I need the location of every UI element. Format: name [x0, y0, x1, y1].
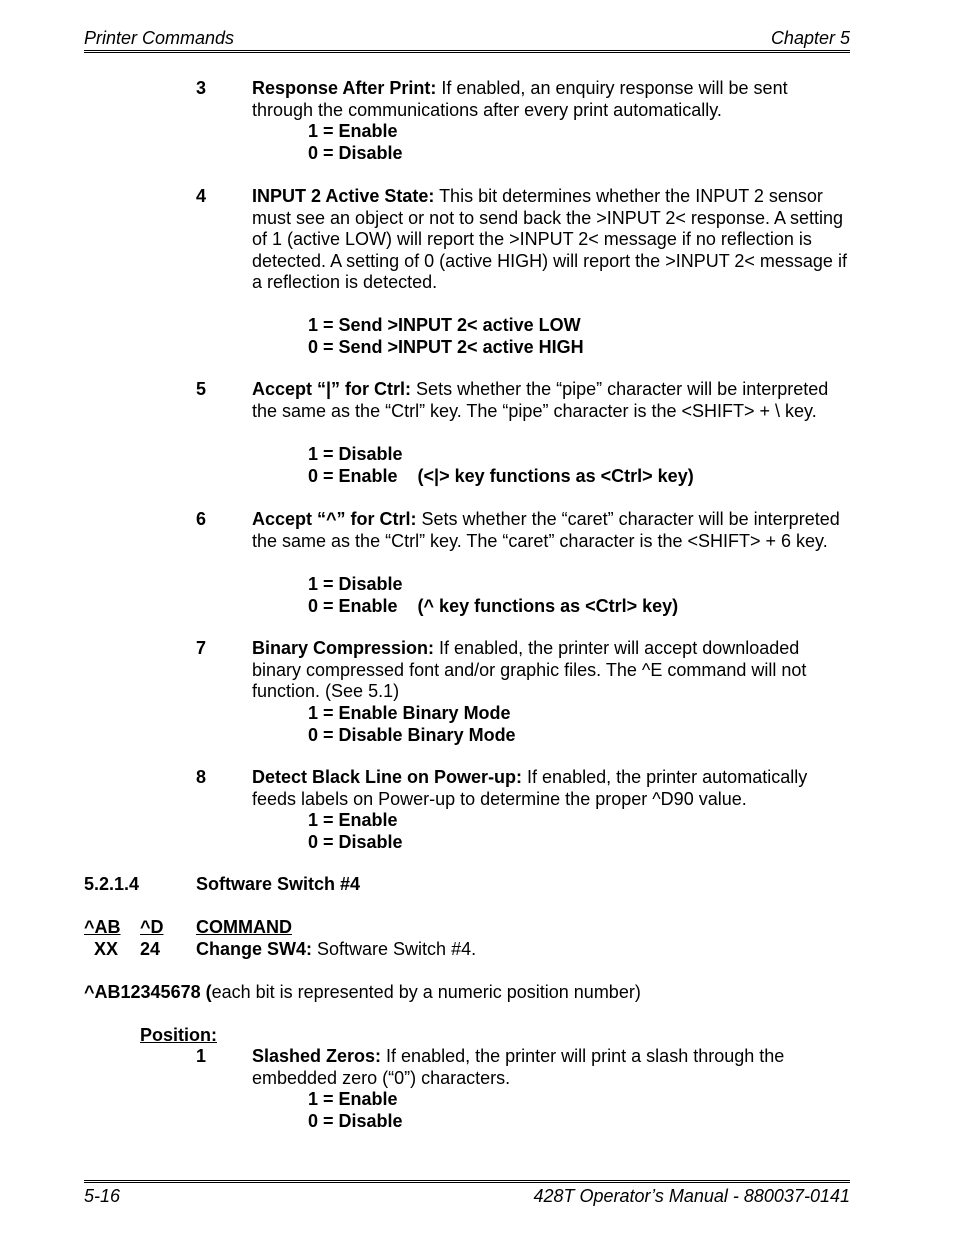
- bit-text: If enabled, the printer will accept downloaded binary compressed font and/or graphic files. The ^E command will not function. (See 5.1): [252, 638, 807, 702]
- command-title: Change SW4:: [196, 939, 313, 959]
- bit-number: 7: [196, 638, 207, 658]
- bit-text: If enabled, an enquiry response will be sent through the communications after every print automatically.: [252, 78, 788, 120]
- bit-option: 1 = Enable: [308, 1089, 398, 1109]
- table-header-ab: ^AB: [84, 917, 121, 937]
- bit-title: Binary Compression:: [252, 638, 435, 658]
- command-syntax: [84, 982, 641, 1004]
- bit-option: 1 = Send >INPUT 2< active LOW: [308, 315, 581, 335]
- bit-number: 4: [196, 186, 207, 206]
- header-chapter: Chapter 5: [770, 28, 850, 48]
- syntax-code: ^AB12345678 (: [84, 982, 212, 1002]
- bit-option: 1 = Enable Binary Mode: [308, 703, 511, 723]
- position-label: Position:: [140, 1025, 217, 1045]
- bit-option: 0 = Disable: [308, 832, 403, 852]
- bit-option: 1 = Enable: [308, 810, 398, 830]
- bit-description: [252, 1046, 850, 1089]
- table-cell-d: 24: [140, 939, 161, 959]
- bit-option: 0 = Disable: [308, 1111, 403, 1131]
- bit-description: [252, 379, 850, 422]
- bit-description: [252, 638, 850, 703]
- table-cell-command: [196, 939, 476, 961]
- bit-description: [252, 78, 850, 121]
- page-header: [84, 28, 850, 50]
- bit-number: 5: [196, 379, 207, 399]
- bit-title: Detect Black Line on Power-up:: [252, 767, 523, 787]
- bit-option: 0 = Enable (^ key functions as <Ctrl> key): [308, 596, 679, 616]
- bit-option: 1 = Disable: [308, 444, 403, 464]
- section-number: 5.2.1.4: [84, 874, 140, 894]
- bit-title: Slashed Zeros:: [252, 1046, 382, 1066]
- bit-text: Sets whether the “caret” character will be interpreted the same as the “Ctrl” key. The “caret” character is the <SHIFT> + 6 key.: [252, 509, 840, 551]
- bit-text: Sets whether the “pipe” character will be interpreted the same as the “Ctrl” key. The “pipe” character is the <SHIFT> + \ key.: [252, 379, 829, 421]
- bit-option: 1 = Enable: [308, 121, 398, 141]
- bit-option: 0 = Enable (<|> key functions as <Ctrl> key): [308, 466, 694, 486]
- bit-option: 0 = Send >INPUT 2< active HIGH: [308, 337, 584, 357]
- bit-number: 1: [196, 1046, 207, 1066]
- bit-title: INPUT 2 Active State:: [252, 186, 435, 206]
- page-number: 5-16: [84, 1186, 121, 1206]
- header-section-title: Printer Commands: [84, 28, 235, 48]
- bit-title: Accept “^” for Ctrl:: [252, 509, 417, 529]
- bit-number: 3: [196, 78, 207, 98]
- bit-description: [252, 509, 850, 552]
- bit-description: [252, 767, 850, 810]
- bit-option: 1 = Disable: [308, 574, 403, 594]
- table-header-command: COMMAND: [196, 917, 292, 937]
- bit-text: If enabled, the printer automatically feeds labels on Power-up to determine the proper ^D90 value.: [252, 767, 808, 809]
- footer-rule: [84, 1180, 850, 1183]
- bit-number: 6: [196, 509, 207, 529]
- table-header-d: ^D: [140, 917, 164, 937]
- command-text: Software Switch #4.: [312, 939, 477, 959]
- section-title: Software Switch #4: [196, 874, 361, 894]
- bit-title: Response After Print:: [252, 78, 437, 98]
- table-cell-ab: XX: [94, 939, 119, 959]
- manual-title: 428T Operator’s Manual - 880037-0141: [533, 1186, 850, 1206]
- bit-option: 0 = Disable Binary Mode: [308, 725, 516, 745]
- bit-number: 8: [196, 767, 207, 787]
- page-footer: [84, 1186, 850, 1208]
- bit-title: Accept “|” for Ctrl:: [252, 379, 412, 399]
- header-rule: [84, 50, 850, 53]
- bit-option: 0 = Disable: [308, 143, 403, 163]
- syntax-text: each bit is represented by a numeric position number): [211, 982, 641, 1002]
- bit-description: [252, 186, 850, 294]
- bit-text: If enabled, the printer will print a slash through the embedded zero (“0”) characters.: [252, 1046, 785, 1088]
- bit-text: This bit determines whether the INPUT 2 sensor must see an object or not to send back the >INPUT 2< response. A setting of 1 (active LOW) will report the >INPUT 2< message if no reflection is detected. A setting of 0 (active HIGH) will report the >INPUT 2< message if a reflection is detected.: [252, 186, 847, 293]
